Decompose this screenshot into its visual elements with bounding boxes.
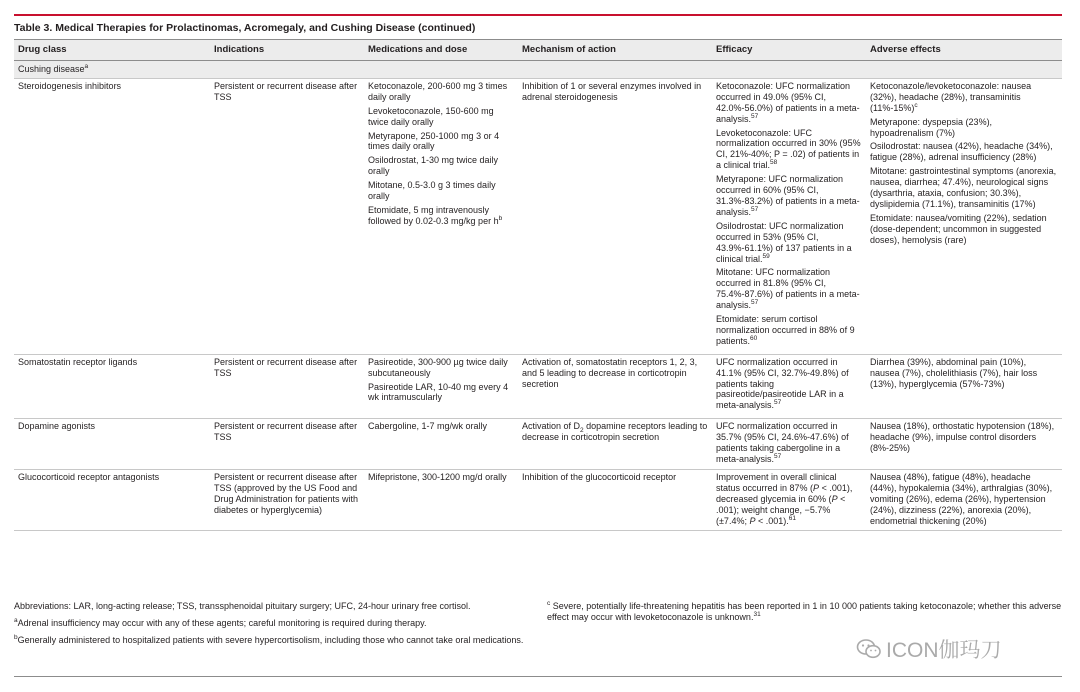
medications-cell: Mifepristone, 300-1200 mg/d orally (364, 469, 518, 531)
efficacy-item: Osilodrostat: UFC normalization occurred in 53% (95% CI, 43.9%-61.1%) of 137 patients in a clinical trial.$^{59}$ (716, 220, 852, 264)
header-drug-class: Drug class (14, 40, 210, 61)
header-mechanism: Mechanism of action (518, 40, 712, 61)
adverse-item: Etomidate: nausea/vomiting (22%), sedation (dose-dependent; uncommon in suggested doses), hemolysis (rare) (870, 212, 1047, 245)
indication-cell: Persistent or recurrent disease after TSS (approved by the US Food and Drug Administration for patients with diabetes or hyperglycemia) (210, 469, 364, 531)
table-container (14, 14, 1062, 531)
footnote-a: $^a$Adrenal insufficiency may occur with any of these agents; careful monitoring is required during therapy. (14, 617, 427, 628)
indication-cell: Persistent or recurrent disease after TSS (210, 419, 364, 470)
footnote-b: $^b$Generally administered to hospitalized patients with severe hypercortisolism, including those who cannot take oral medications. (14, 634, 524, 645)
efficacy-item: Ketoconazole: UFC normalization occurred in 49.0% (95% CI, 42.0%-56.0%) of patients in a meta-analysis.$^{57}$ (716, 80, 860, 124)
adverse-effects-cell (866, 78, 1062, 354)
header-row (14, 40, 1062, 61)
medication-item: Mitotane, 0.5-3.0 g 3 times daily orally (368, 180, 496, 202)
indication-cell: Persistent or recurrent disease after TSS (210, 78, 364, 354)
efficacy-item: UFC normalization occurred in 41.1% (95% CI, 32.7%-49.8%) of patients taking pasireotide/pasireotide LAR in a meta-analysis.$^{57}$ (716, 356, 849, 411)
adverse-effects-cell: Nausea (48%), fatigue (48%), headache (44%), hypokalemia (34%), arthralgias (30%), vomiting (26%), edema (26%), hypertension (24%), dizziness (22%), anorexia (20%), endometrial thickening (20%) (866, 469, 1062, 531)
medications-cell (364, 78, 518, 354)
adverse-effects-cell: Diarrhea (39%), abdominal pain (10%), nausea (7%), cholelithiasis (7%), hair loss (13%), hyperglycemia (57%-73%) (866, 354, 1062, 419)
adverse-item: Osilodrostat: nausea (42%), headache (34%), fatigue (28%), adrenal insufficiency (28%) (870, 141, 1053, 163)
table-row (14, 469, 1062, 531)
watermark (856, 634, 1002, 664)
mechanism-cell: Activation of, somatostatin receptors 1, 2, 3, and 5 leading to decrease in corticotropin secretion (518, 354, 712, 419)
efficacy-cell (712, 354, 866, 419)
bottom-rule (14, 676, 1062, 677)
efficacy-item: Etomidate: serum cortisol normalization occurred in 88% of 9 patients.$^{60}$ (716, 314, 855, 346)
medication-item: Levoketoconazole, 150-600 mg twice daily orally (368, 105, 494, 127)
therapies-table (14, 39, 1062, 531)
header-efficacy: Efficacy (712, 40, 866, 61)
section-label: Cushing disease$^a$ (14, 61, 1062, 79)
footnotes-right (547, 601, 1062, 629)
section-row (14, 61, 1062, 79)
efficacy-item: Levoketoconazole: UFC normalization occurred in 30% (95% CI, 21%-40%; P = .02) of patients in a clinical trial.$^{58}$ (716, 127, 861, 171)
adverse-item: Mitotane: gastrointestinal symptoms (anorexia, nausea, diarrhea; 47.4%), neurological signs (dysarthria, ataxia, confusion; 30.3%), dyslipidemia (71.1%), transaminitis (17%) (870, 166, 1057, 209)
table-row (14, 419, 1062, 470)
medications-cell: Cabergoline, 1-7 mg/wk orally (364, 419, 518, 470)
medication-item: Pasireotide, 300-900 µg twice daily subcutaneously (368, 356, 508, 378)
drug-class-cell: Dopamine agonists (14, 419, 210, 470)
adverse-item: Ketoconazole/levoketoconazole: nausea (32%), headache (28%), transaminitis $(11\%-15\%)^c$ (870, 80, 1032, 113)
wechat-icon (856, 638, 882, 660)
medication-item: Etomidate, 5 mg intravenously followed by 0.02-0.3 mg/kg per $h^b$ (368, 204, 503, 226)
footnote-c: $^c$ Severe, potentially life-threatening hepatitis has been reported in 1 in 10 000 patients taking ketoconazole; whether this adverse effect may occur with levoketoconazole is unknown.$^{31}$ (547, 600, 1062, 622)
watermark-text: ICON伽玛刀 (886, 639, 1002, 662)
footnote-abbreviations: Abbreviations: LAR, long-acting release; TSS, transsphenoidal pituitary surgery; UFC, 24-hour urinary free cortisol. (14, 601, 471, 611)
table-row (14, 78, 1062, 354)
mechanism-cell: Inhibition of 1 or several enzymes involved in adrenal steroidogenesis (518, 78, 712, 354)
footnotes-left (14, 601, 534, 652)
medication-item: Pasireotide LAR, 10-40 mg every 4 wk intramuscularly (368, 381, 509, 403)
header-adverse-effects: Adverse effects (866, 40, 1062, 61)
table-row (14, 354, 1062, 419)
efficacy-item: Metyrapone: UFC normalization occurred in 60% (95% CI, 31.3%-83.2%) of patients in a meta-analysis.$^{57}$ (716, 174, 860, 217)
efficacy-cell: Improvement in overall clinical status occurred in 87% (P < .001), decreased glycemia in 60% (P < .001); weight change, −5.7% (±7.4%; P < .001).$^{61}$ (712, 469, 866, 531)
medication-item: Osilodrostat, 1-30 mg twice daily orally (368, 155, 499, 177)
mechanism-cell: Inhibition of the glucocorticoid receptor (518, 469, 712, 531)
header-indications: Indications (210, 40, 364, 61)
medication-item: Ketoconazole, 200-600 mg 3 times daily orally (368, 80, 508, 102)
drug-class-cell: Steroidogenesis inhibitors (14, 78, 210, 354)
adverse-effects-cell: Nausea (18%), orthostatic hypotension (18%), headache (9%), impulse control disorders (8%-25%) (866, 419, 1062, 470)
mechanism-cell: Activation of $D_2$ dopamine receptors leading to decrease in corticotropin secretion (518, 419, 712, 470)
medication-item: Metyrapone, 250-1000 mg 3 or 4 times daily orally (368, 130, 500, 152)
adverse-item: Metyrapone: dyspepsia (23%), hypoadrenalism (7%) (870, 116, 993, 138)
efficacy-cell (712, 78, 866, 354)
efficacy-cell: UFC normalization occurred in 35.7% (95% CI, 24.6%-47.6%) of patients taking cabergoline in a meta-analysis.$^{57}$ (712, 419, 866, 470)
medications-cell (364, 354, 518, 419)
indication-cell: Persistent or recurrent disease after TSS (210, 354, 364, 419)
drug-class-cell: Glucocorticoid receptor antagonists (14, 469, 210, 531)
efficacy-item: Mitotane: UFC normalization occurred in 81.8% (95% CI, 75.4%-87.6%) of patients in a meta-analysis.$^{57}$ (716, 267, 860, 311)
header-medications: Medications and dose (364, 40, 518, 61)
drug-class-cell: Somatostatin receptor ligands (14, 354, 210, 419)
table-title: Table 3. Medical Therapies for Prolactinomas, Acromegaly, and Cushing Disease (continued) (14, 22, 476, 34)
